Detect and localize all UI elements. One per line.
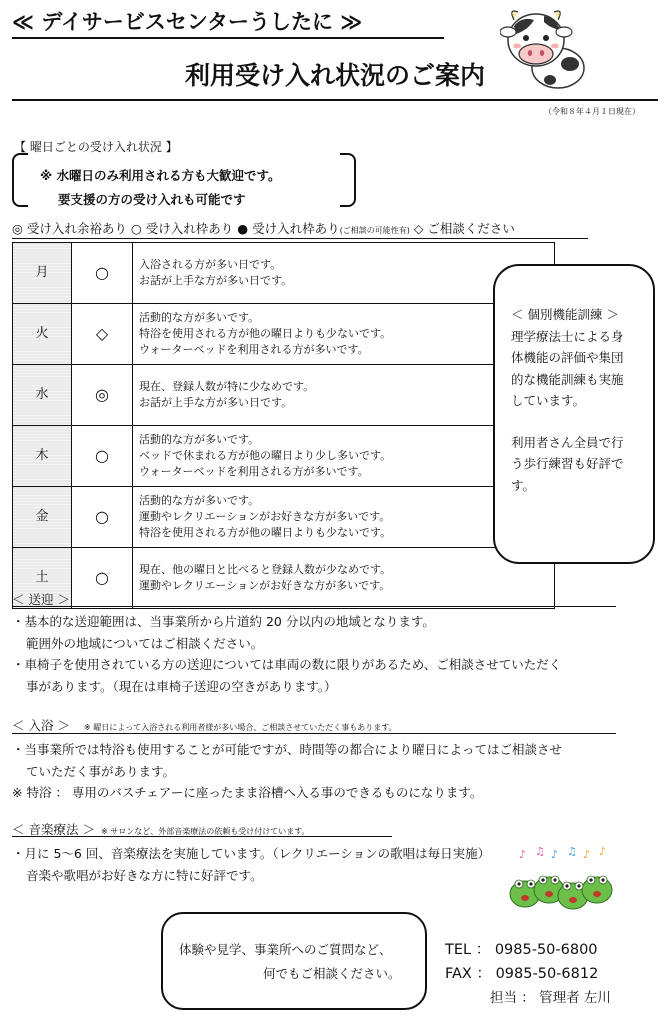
music-underline — [12, 836, 392, 837]
bathing-underline — [12, 733, 616, 734]
desc-line: 現在、他の曜日と比べると登録人数が少なめです。 — [139, 562, 392, 576]
bathing-heading: ＜ 入浴 ＞ — [12, 718, 70, 733]
note-line-1: ※ 水曜日のみ利用される方も大歓迎です。 — [40, 168, 281, 183]
desc-line: 運動やレクリエーションがお好きな方が多いです。 — [139, 579, 391, 592]
desc-line: 活動的な方が多いです。 — [139, 493, 260, 507]
callout-line: う歩行練習も好評で — [511, 456, 624, 471]
day-cell: 水 — [13, 365, 72, 426]
note-bracket-right — [340, 153, 356, 207]
desc-line: お話が上手な方が多い日です。 — [139, 396, 293, 409]
effective-date: （令和８年４月１日現在） — [544, 107, 640, 116]
desc-line: お話が上手な方が多い日です。 — [139, 274, 293, 287]
music-heading: ＜ 音楽療法 ＞ — [12, 822, 95, 837]
bathing-sub-note: ※ 曜日によって入浴される利用者様が多い場合、ご相談させていただく事もあります。 — [83, 723, 397, 732]
svg-text:♪: ♪ — [583, 848, 591, 861]
inquiry-box — [161, 912, 427, 1010]
legend-text: ◎ 受け入れ余裕あり ○ 受け入れ枠あり ● 受け入れ枠あり — [12, 221, 340, 236]
availability-mark: ○ — [72, 426, 133, 487]
legend-small-note: (ご相談の可能性有) — [339, 226, 410, 235]
table-row — [13, 243, 555, 304]
availability-mark: ◇ — [72, 304, 133, 365]
music-sub-note: ※ サロンなど、外部音楽療法の依頼も受け付けています。 — [100, 827, 310, 836]
header-divider — [12, 99, 658, 101]
day-description — [133, 548, 555, 609]
transport-p1a: ・基本的な送迎範囲は、当事業所から片道約 20 分以内の地域となります。 — [12, 614, 435, 629]
bathing-p1b: ていただく事があります。 — [26, 763, 176, 779]
table-row — [13, 426, 555, 487]
music-text — [12, 843, 490, 886]
svg-text:♪: ♪ — [599, 846, 607, 858]
desc-line: ベッドで休まれる方が他の曜日より少し多いです。 — [139, 448, 392, 462]
desc-line: 運動やレクリエーションがお好きな方が多いです。 — [139, 509, 391, 523]
transport-p2a: ・車椅子を使用されている方の送迎については車両の数に限りがあるため、ご相談させていただく — [12, 657, 562, 672]
desc-line: ウォーターベッドを利用される方が多いです。 — [139, 343, 369, 357]
callout-line: 体機能の評価や集団 — [511, 350, 624, 365]
bathing-heading-row — [12, 716, 397, 734]
desc-line: 特浴を使用される方が他の曜日よりも少ないです。 — [139, 326, 392, 340]
availability-mark: ○ — [72, 487, 133, 548]
svg-text:♪: ♪ — [551, 848, 559, 861]
singing-frogs-icon — [505, 846, 615, 916]
callout-line: 理学療法士による身 — [511, 328, 624, 344]
day-cell: 木 — [13, 426, 72, 487]
day-description — [133, 426, 555, 487]
bathing-p1a: ・当事業所では特浴も使用することが可能ですが、時間等の都合により曜日によってはご相談させ — [12, 742, 563, 757]
music-p1b: 音楽や歌唱がお好きな方に特に好評です。 — [26, 867, 263, 883]
desc-line: 活動的な方が多いです。 — [139, 432, 260, 446]
tel-number: TEL ： 0985-50-6800 — [445, 942, 598, 958]
availability-mark: ◎ — [72, 365, 133, 426]
desc-line: 現在、登録人数が特に少なめです。 — [139, 379, 315, 393]
page-title: 利用受け入れ状況のご案内 — [184, 61, 485, 90]
day-cell: 金 — [13, 487, 72, 548]
desc-line: 活動的な方が多いです。 — [139, 310, 260, 324]
svg-text:♫: ♫ — [567, 846, 577, 858]
svg-text:♪: ♪ — [519, 848, 527, 861]
table-row — [13, 487, 555, 548]
availability-legend — [12, 219, 515, 237]
note-bracket-left — [12, 153, 28, 207]
transport-underline — [12, 606, 616, 607]
facility-title: ≪ デイサービスセンターうしたに ≫ — [12, 10, 363, 34]
availability-mark: ○ — [72, 548, 133, 609]
cow-icon — [500, 2, 592, 94]
day-cell: 土 — [13, 548, 72, 609]
day-cell: 月 — [13, 243, 72, 304]
callout-line: しています。 — [511, 393, 586, 408]
svg-text:♫: ♫ — [535, 846, 545, 858]
bathing-text — [12, 739, 562, 804]
staff-in-charge: 担当 ： 管理者 左川 — [490, 990, 611, 1006]
bathing-p2: ※ 特浴 ： 専用のバスチェアーに座ったまま浴槽へ入る事のできるものになります。 — [12, 785, 483, 800]
fax-number: FAX ： 0985-50-6812 — [445, 966, 599, 982]
transport-p2b: 事があります。（現在は車椅子送迎の空きがあります。） — [26, 678, 337, 694]
callout-line: ＜ 個別機能訓練 ＞ — [511, 307, 619, 322]
day-cell: 火 — [13, 304, 72, 365]
transport-heading: ＜ 送迎 ＞ — [12, 592, 70, 607]
table-row — [13, 548, 555, 609]
transport-text — [12, 611, 561, 697]
table-row — [13, 304, 555, 365]
day-description — [133, 304, 555, 365]
music-p1a: ・月に 5～6 回、音楽療法を実施しています。（レクリエーションの歌唱は毎日実施） — [12, 846, 491, 861]
day-description — [133, 243, 555, 304]
functional-training-callout — [493, 264, 655, 564]
inquiry-line-2: 何でもご相談ください。 — [263, 966, 401, 981]
legend-tail: ◇ ご相談ください — [409, 221, 515, 236]
legend-underline — [12, 238, 588, 239]
callout-line: 的な機能訓練も実施 — [511, 371, 624, 387]
desc-line: 入浴される方が多い日です。 — [139, 257, 282, 271]
weekday-schedule-table — [12, 242, 555, 609]
title-underline — [12, 37, 444, 39]
note-line-2: 要支援の方の受け入れも可能です — [58, 192, 246, 207]
desc-line: 特浴を使用される方が他の曜日よりも少ないです。 — [139, 526, 392, 540]
day-description — [133, 487, 555, 548]
availability-mark: ○ — [72, 243, 133, 304]
weekday-section-title: 【 曜日ごとの受け入れ状況 】 — [14, 140, 178, 154]
transport-p1b: 範囲外の地域についてはご相談ください。 — [26, 635, 264, 651]
desc-line: ウォーターベッドを利用される方が多いです。 — [139, 465, 369, 479]
table-row — [13, 365, 555, 426]
callout-line: 利用者さん全員で行 — [511, 434, 624, 450]
day-description — [133, 365, 555, 426]
callout-line: す。 — [511, 477, 536, 493]
inquiry-line-1: 体験や見学、事業所へのご質問など、 — [179, 942, 392, 957]
